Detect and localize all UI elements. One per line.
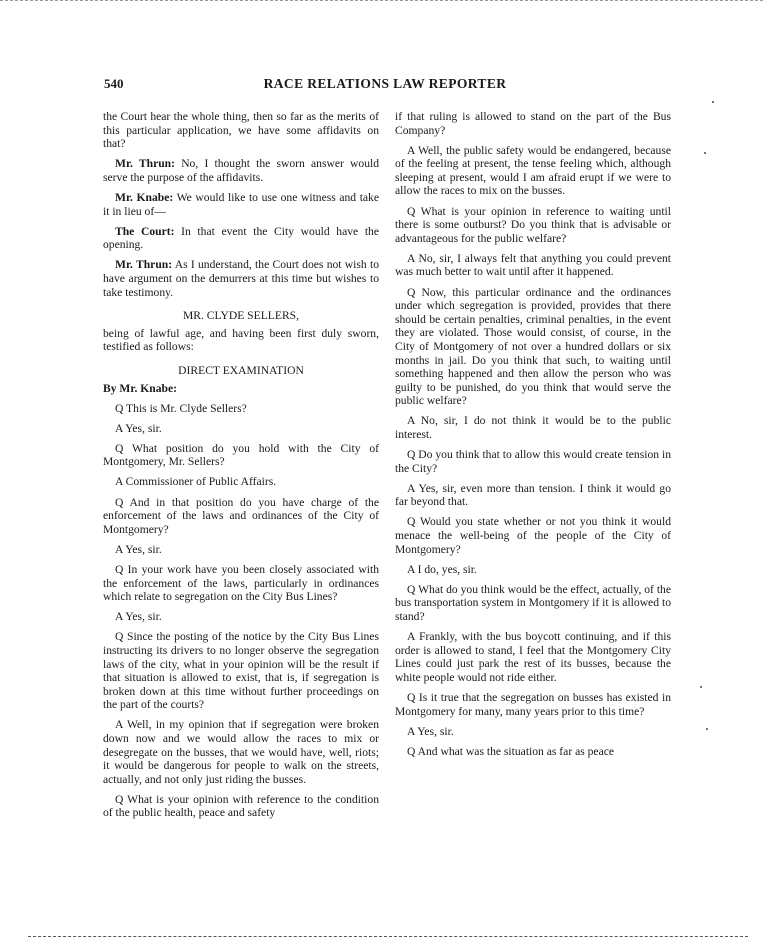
question: Q In your work have you been closely associated with the enforcement of the laws, particularly in ordinances which relate to segregation on the City Bus Lines? [103,562,379,604]
exam-heading: DIRECT EXAMINATION [178,363,304,377]
answer: A Well, in my opinion that if segregation were broken down now and we would allow the races to mix or desegregate on the busses, that we would have, well, riots; it would be dangerous for people to walk on the streets, actually, and not only just riding the busses. [103,718,379,786]
answer: A No, sir, I do not think it would be to the public interest. [395,414,671,441]
answer: A Yes, sir. [407,724,454,738]
running-title: RACE RELATIONS LAW REPORTER [263,76,507,91]
speaker-label: Mr. Thrun: [115,157,175,171]
answer: A No, sir, I always felt that anything you could prevent was much better to wait until after it happened. [395,251,671,279]
scan-edge-top [0,0,763,7]
paragraph [103,225,379,252]
paragraph: if that ruling is allowed to stand on the part of the Bus Company? [395,110,671,137]
question: Q Do you think that to allow this would create tension in the City? [395,448,671,475]
scan-speck [700,686,702,688]
answer: A Yes, sir. [115,542,162,556]
witness-intro: being of lawful age, and having been first duly sworn, testified as follows: [103,326,379,354]
scan-edge-bottom [28,936,748,939]
question: Q What is your opinion in reference to waiting until there is some outburst? Do you think that is advisable or advantageous for the public welfare? [395,204,671,245]
speaker-label: The Court: [115,224,175,238]
paragraph [103,157,379,184]
question: Q What do you think would be the effect, actually, of the bus transportation system in Montgomery if it is allowed to stand? [395,582,671,623]
answer: A Yes, sir, even more than tension. I think it would go far beyond that. [395,481,671,509]
answer: A Yes, sir. [115,610,162,624]
speech-text: We would like to use one witness and take it in lieu of— [103,190,379,218]
scan-speck [712,101,714,103]
question: Q This is Mr. Clyde Sellers? [115,401,247,415]
right-column [395,110,671,765]
question: Q What position do you hold with the City of Montgomery, Mr. Sellers? [103,441,379,469]
answer: A I do, yes, sir. [407,562,477,576]
answer: A Commissioner of Public Affairs. [115,475,277,489]
question: Q Now, this particular ordinance and the ordinances under which segregation is provided, provides that there should be certain penalties, criminal penalties, in the event they are violated. Those would consist, of course, in the City of Montgomery of not over a hundred dollars or six months in jail. Do you think that such, to waiting until something happened and then allow the person who was guilty to be punished, do you think that would serve the public welfare? [395,285,671,408]
scan-speck [706,728,708,730]
witness-heading: MR. CLYDE SELLERS, [182,309,300,323]
answer: A Yes, sir. [115,421,162,435]
by-line: By Mr. Knabe: [103,381,177,395]
paragraph [103,258,379,299]
answer: A Well, the public safety would be endangered, because of the feeling at present, the tense feeling which, although sleeping at present, would I am afraid erupt if we were to allow the races to mix on the busses. [395,143,671,198]
speaker-label: Mr. Thrun: [115,258,173,272]
question: Q What is your opinion with reference to the condition of the public health, peace and safety [103,792,379,820]
question: Q And what was the situation as far as peace [407,744,615,758]
paragraph [103,191,379,218]
page-header [104,76,666,96]
answer: A Frankly, with the bus boycott continuing, and if this order is allowed to stand, I feel that the Montgomery City Lines could just park the rest of its busses, because the white people would not ride either. [395,630,671,684]
question: Q Is it true that the segregation on busses has existed in Montgomery for many, many years prior to this time? [395,690,671,718]
question: Q And in that position do you have charge of the enforcement of the laws and ordinances of the City of Montgomery? [103,495,379,536]
left-column [103,110,379,827]
scan-speck [704,152,706,154]
question: Q Since the posting of the notice by the City Bus Lines instructing its drivers to no longer observe the segregation laws of the city, what in your opinion will be the result if that situation is allowed to exist, that is, if segregation is broken down at this time without further proceedings on the part of the courts? [103,630,379,712]
speech-text: In that event the City would have the opening. [103,224,379,252]
speech-text: No, I thought the sworn answer would serve the purpose of the affidavits. [103,157,380,184]
question: Q Would you state whether or not you think it would menace the well-being of the people of the City of Montgomery? [395,515,671,556]
paragraph: the Court hear the whole thing, then so far as the merits of this particular application, we have some affidavits on that? [103,110,379,151]
page-number: 540 [104,76,124,91]
speech-text: As I understand, the Court does not wish to have argument on the demurrers at this time but wishes to take testimony. [103,258,379,299]
speaker-label: Mr. Knabe: [115,190,174,204]
